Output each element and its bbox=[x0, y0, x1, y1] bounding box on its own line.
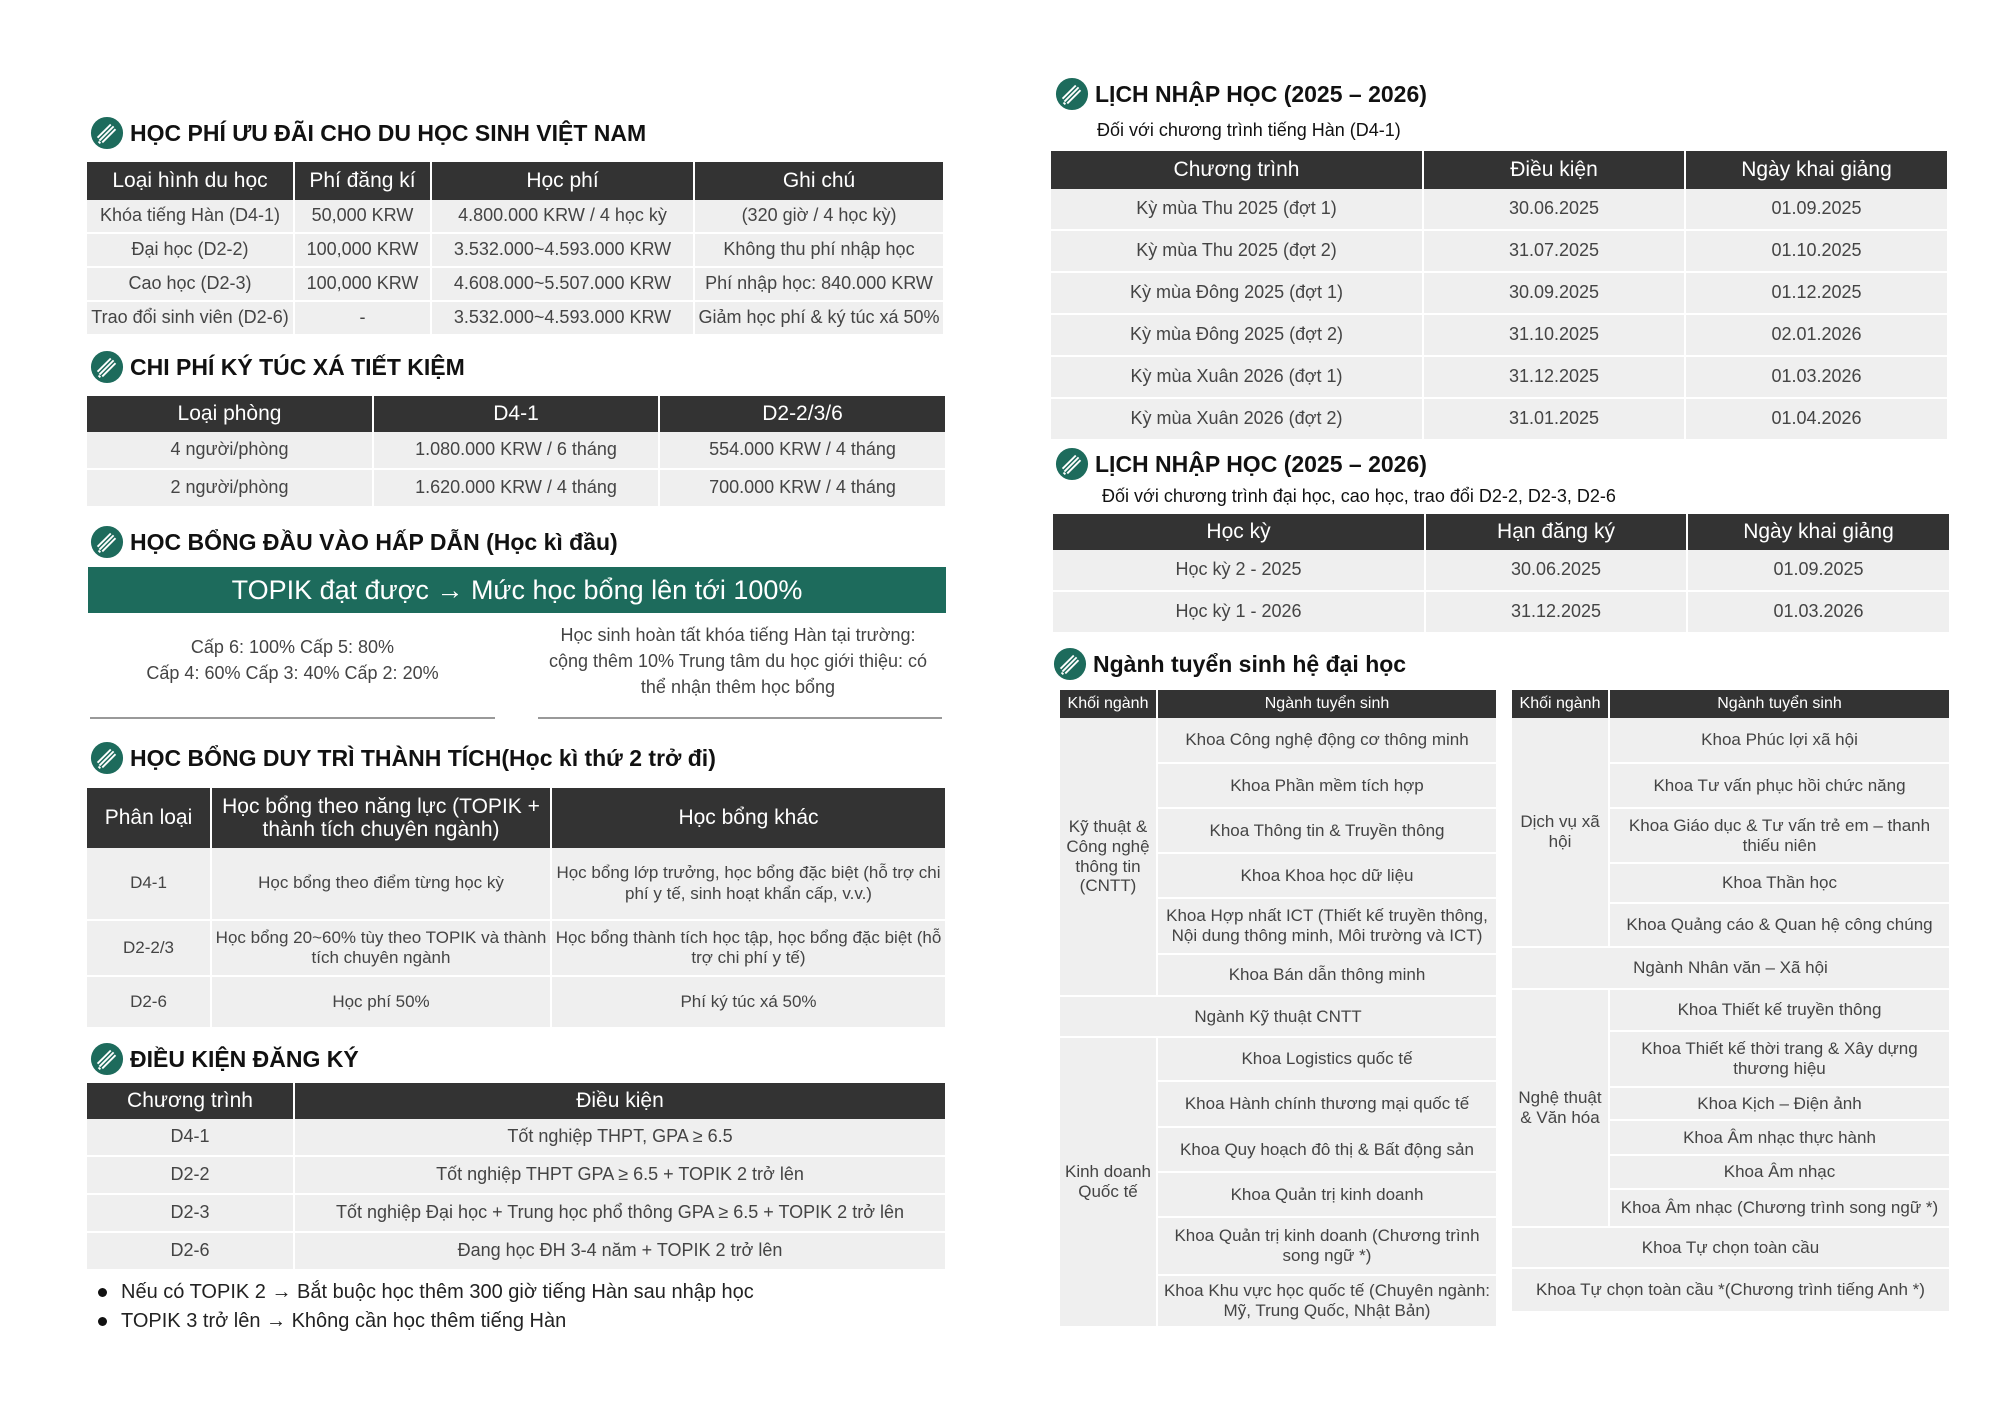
conditions-title: ĐIỀU KIỆN ĐĂNG KÝ bbox=[130, 1045, 359, 1072]
entry-scholarship-title: HỌC BỔNG ĐẦU VÀO HẤP DẪN (Học kì đầu) bbox=[130, 528, 618, 555]
divider bbox=[538, 717, 942, 719]
table-cell: Khoa Khu vực học quốc tế (Chuyên ngành: Mỹ, Trung Quốc, Nhật Bản) bbox=[1157, 1275, 1496, 1327]
dorm-section-title bbox=[90, 350, 465, 384]
table-cell: Phí ký túc xá 50% bbox=[551, 976, 945, 1028]
table-cell: Đại học (D2-2) bbox=[87, 233, 294, 267]
table-cell: Khoa Thần học bbox=[1609, 863, 1949, 903]
table-cell: 554.000 KRW / 4 tháng bbox=[659, 432, 945, 469]
table-row bbox=[87, 432, 945, 469]
table-cell: 30.06.2025 bbox=[1425, 550, 1687, 591]
table-cell: 31.07.2025 bbox=[1423, 230, 1685, 272]
table-row bbox=[87, 200, 943, 233]
extra-scholarship-line: cộng thêm 10% Trung tâm du học giới thiệu: có bbox=[548, 651, 928, 672]
note-item bbox=[98, 1281, 754, 1304]
table-row bbox=[1060, 1037, 1496, 1081]
table-row bbox=[1051, 230, 1947, 272]
group-cell: Kỹ thuật & Công nghệ thông tin (CNTT) bbox=[1060, 718, 1157, 996]
table-cell: Khoa Công nghệ động cơ thông minh bbox=[1157, 718, 1496, 763]
table-cell: 01.09.2025 bbox=[1687, 550, 1949, 591]
dorm-title: CHI PHÍ KÝ TÚC XÁ TIẾT KIỆM bbox=[130, 353, 465, 380]
column-header: Hạn đăng ký bbox=[1425, 514, 1687, 550]
table-cell: - bbox=[294, 301, 431, 335]
table-cell: Khoa Quảng cáo & Quan hệ công chúng bbox=[1609, 903, 1949, 947]
table-cell: D2-2/3 bbox=[87, 920, 211, 976]
majors-section-title bbox=[1053, 647, 1406, 681]
topik-banner: TOPIK đạt được → Mức học bổng lên tới 100% bbox=[88, 567, 946, 613]
bullet-icon bbox=[98, 1317, 107, 1326]
table-cell: Tốt nghiệp THPT, GPA ≥ 6.5 bbox=[294, 1119, 945, 1156]
table-header-row bbox=[87, 788, 945, 848]
table-row bbox=[87, 1194, 945, 1232]
column-header: Điều kiện bbox=[294, 1083, 945, 1119]
table-header-row bbox=[87, 162, 943, 200]
column-header: Học phí bbox=[431, 162, 694, 200]
table-cell: 31.10.2025 bbox=[1423, 314, 1685, 356]
table-cell: Khoa Giáo dục & Tư vấn trẻ em – thanh thiếu niên bbox=[1609, 808, 1949, 863]
table-cell: Phí nhập học: 840.000 KRW bbox=[694, 267, 943, 301]
table-header-row bbox=[1512, 690, 1949, 718]
table-cell: Tốt nghiệp THPT GPA ≥ 6.5 + TOPIK 2 trở lên bbox=[294, 1156, 945, 1194]
column-header: Học bổng khác bbox=[551, 788, 945, 848]
table-row bbox=[87, 233, 943, 267]
column-header: Chương trình bbox=[87, 1083, 294, 1119]
table-cell: 50,000 KRW bbox=[294, 200, 431, 233]
table-row bbox=[87, 301, 943, 335]
table-cell: Trao đổi sinh viên (D2-6) bbox=[87, 301, 294, 335]
topik-levels-line: Cấp 6: 100% Cấp 5: 80% bbox=[190, 637, 395, 657]
table-row bbox=[87, 267, 943, 301]
column-header: Khối ngành bbox=[1512, 690, 1609, 718]
table-header-row bbox=[87, 396, 945, 432]
column-header: Ngành tuyển sinh bbox=[1609, 690, 1949, 718]
table-cell: 700.000 KRW / 4 tháng bbox=[659, 469, 945, 507]
pencil-circle-icon bbox=[90, 1042, 124, 1076]
table-cell: Khoa Bán dẫn thông minh bbox=[1157, 954, 1496, 996]
table-cell: Khoa Hợp nhất ICT (Thiết kế truyền thông, Nội dung thông minh, Môi trường và ICT) bbox=[1157, 898, 1496, 954]
conditions-section-title bbox=[90, 1042, 359, 1076]
table-row bbox=[1512, 989, 1949, 1031]
table-cell: Học bổng theo điểm từng học kỳ bbox=[211, 848, 551, 920]
table-cell: Kỳ mùa Đông 2025 (đợt 1) bbox=[1051, 272, 1423, 314]
table-row bbox=[87, 920, 945, 976]
extra-scholarship-line: Học sinh hoàn tất khóa tiếng Hàn tại trường: bbox=[560, 625, 916, 645]
table-cell: Kỳ mùa Xuân 2026 (đợt 1) bbox=[1051, 356, 1423, 398]
table-cell: 31.01.2025 bbox=[1423, 398, 1685, 440]
extra-scholarship-info bbox=[532, 622, 944, 700]
table-row bbox=[1053, 591, 1949, 633]
intake-korean-section-title bbox=[1055, 77, 1427, 111]
table-cell: Khoa Thông tin & Truyền thông bbox=[1157, 808, 1496, 853]
table-cell: Học bổng lớp trưởng, học bổng đặc biệt (hỗ trợ chi phí y tế, sinh hoạt khẩn cấp, v.v.) bbox=[551, 848, 945, 920]
table-cell: Kỳ mùa Thu 2025 (đợt 2) bbox=[1051, 230, 1423, 272]
merit-section-title bbox=[90, 741, 716, 775]
note-item bbox=[98, 1310, 566, 1333]
table-cell: 01.12.2025 bbox=[1685, 272, 1947, 314]
pencil-circle-icon bbox=[90, 525, 124, 559]
table-row bbox=[1051, 189, 1947, 230]
table-header-row bbox=[1051, 151, 1947, 189]
table-cell: Khoa Âm nhạc bbox=[1609, 1155, 1949, 1189]
table-cell: Khoa Phần mềm tích hợp bbox=[1157, 763, 1496, 808]
table-cell: Đang học ĐH 3-4 năm + TOPIK 2 trở lên bbox=[294, 1232, 945, 1270]
column-header: Ngành tuyển sinh bbox=[1157, 690, 1496, 718]
pencil-circle-icon bbox=[90, 116, 124, 150]
bullet-icon bbox=[98, 1288, 107, 1297]
table-cell: (320 giờ / 4 học kỳ) bbox=[694, 200, 943, 233]
table-cell: Học kỳ 1 - 2026 bbox=[1053, 591, 1425, 633]
table-cell: 3.532.000~4.593.000 KRW bbox=[431, 233, 694, 267]
table-cell: 31.12.2025 bbox=[1425, 591, 1687, 633]
table-cell: Khoa Thiết kế thời trang & Xây dựng thương hiệu bbox=[1609, 1031, 1949, 1087]
table-cell: Ngành Kỹ thuật CNTT bbox=[1060, 996, 1496, 1037]
pencil-circle-icon bbox=[1055, 447, 1089, 481]
table-cell: 01.09.2025 bbox=[1685, 189, 1947, 230]
table-row bbox=[87, 976, 945, 1028]
table-cell: Kỳ mùa Xuân 2026 (đợt 2) bbox=[1051, 398, 1423, 440]
table-header-row bbox=[87, 1083, 945, 1119]
table-cell: Ngành Nhân văn – Xã hội bbox=[1512, 947, 1949, 989]
table-cell: 01.04.2026 bbox=[1685, 398, 1947, 440]
table-cell: Khoa Logistics quốc tế bbox=[1157, 1037, 1496, 1081]
table-cell: 31.12.2025 bbox=[1423, 356, 1685, 398]
table-cell: D2-6 bbox=[87, 976, 211, 1028]
table-row bbox=[1512, 1268, 1949, 1312]
table-cell: 4 người/phòng bbox=[87, 432, 373, 469]
table-cell: Khoa Âm nhạc (Chương trình song ngữ *) bbox=[1609, 1189, 1949, 1227]
table-cell: 01.10.2025 bbox=[1685, 230, 1947, 272]
column-header: Điều kiện bbox=[1423, 151, 1685, 189]
table-cell: Tốt nghiệp Đại học + Trung học phổ thông GPA ≥ 6.5 + TOPIK 2 trở lên bbox=[294, 1194, 945, 1232]
conditions-table bbox=[87, 1083, 945, 1271]
table-cell: Giảm học phí & ký túc xá 50% bbox=[694, 301, 943, 335]
column-header: Học bổng theo năng lực (TOPIK + thành tích chuyên ngành) bbox=[211, 788, 551, 848]
column-header: Học kỳ bbox=[1053, 514, 1425, 550]
table-row bbox=[87, 1119, 945, 1156]
group-cell: Kinh doanh Quốc tế bbox=[1060, 1037, 1157, 1327]
column-header: D4-1 bbox=[373, 396, 659, 432]
pencil-circle-icon bbox=[1055, 77, 1089, 111]
table-cell: 4.800.000 KRW / 4 học kỳ bbox=[431, 200, 694, 233]
intake-degree-table bbox=[1053, 514, 1949, 634]
table-row bbox=[1512, 1227, 1949, 1268]
pencil-circle-icon bbox=[90, 741, 124, 775]
merit-title: HỌC BỔNG DUY TRÌ THÀNH TÍCH(Học kì thứ 2 trở đi) bbox=[130, 744, 716, 771]
table-cell: Khóa tiếng Hàn (D4-1) bbox=[87, 200, 294, 233]
table-cell: 2 người/phòng bbox=[87, 469, 373, 507]
entry-scholarship-section-title bbox=[90, 525, 618, 559]
intake-degree-section-title bbox=[1055, 447, 1427, 481]
table-cell: D2-6 bbox=[87, 1232, 294, 1270]
table-cell: D4-1 bbox=[87, 848, 211, 920]
table-cell: Học kỳ 2 - 2025 bbox=[1053, 550, 1425, 591]
table-cell: Học bổng thành tích học tập, học bổng đặc biệt (hỗ trợ chi phí y tế) bbox=[551, 920, 945, 976]
table-cell: Khoa Quản trị kinh doanh (Chương trình song ngữ *) bbox=[1157, 1217, 1496, 1275]
table-row bbox=[1051, 356, 1947, 398]
column-header: Loại phòng bbox=[87, 396, 373, 432]
table-header-row bbox=[1053, 514, 1949, 550]
table-cell: Kỳ mùa Đông 2025 (đợt 2) bbox=[1051, 314, 1423, 356]
table-row bbox=[1053, 550, 1949, 591]
table-row bbox=[1051, 314, 1947, 356]
table-cell: Khoa Kịch – Điện ảnh bbox=[1609, 1087, 1949, 1120]
column-header: Loại hình du học bbox=[87, 162, 294, 200]
table-cell: 100,000 KRW bbox=[294, 233, 431, 267]
pencil-circle-icon bbox=[1053, 647, 1087, 681]
table-cell: 02.01.2026 bbox=[1685, 314, 1947, 356]
table-cell: Cao học (D2-3) bbox=[87, 267, 294, 301]
table-cell: 4.608.000~5.507.000 KRW bbox=[431, 267, 694, 301]
tuition-title: HỌC PHÍ ƯU ĐÃI CHO DU HỌC SINH VIỆT NAM bbox=[130, 119, 647, 146]
table-row bbox=[1060, 718, 1496, 763]
table-cell: Không thu phí nhập học bbox=[694, 233, 943, 267]
column-header: Phân loại bbox=[87, 788, 211, 848]
table-cell: Khoa Phúc lợi xã hội bbox=[1609, 718, 1949, 763]
table-cell: Khoa Tự chọn toàn cầu *(Chương trình tiếng Anh *) bbox=[1512, 1268, 1949, 1312]
table-cell: 1.080.000 KRW / 6 tháng bbox=[373, 432, 659, 469]
group-cell: Nghệ thuật & Văn hóa bbox=[1512, 989, 1609, 1227]
dorm-table bbox=[87, 396, 945, 508]
table-row bbox=[1051, 272, 1947, 314]
table-row bbox=[1512, 947, 1949, 989]
table-cell: D4-1 bbox=[87, 1119, 294, 1156]
divider bbox=[90, 717, 495, 719]
table-cell: Khoa Thiết kế truyền thông bbox=[1609, 989, 1949, 1031]
tuition-section-title bbox=[90, 116, 646, 150]
intake-degree-subtitle: Đối với chương trình đại học, cao học, trao đổi D2-2, D2-3, D2-6 bbox=[1102, 486, 1616, 506]
table-cell: 30.06.2025 bbox=[1423, 189, 1685, 230]
table-row bbox=[87, 1232, 945, 1270]
table-cell: 3.532.000~4.593.000 KRW bbox=[431, 301, 694, 335]
table-row bbox=[1051, 398, 1947, 440]
table-cell: Khoa Quản trị kinh doanh bbox=[1157, 1172, 1496, 1217]
tuition-table bbox=[87, 162, 943, 336]
majors-title: Ngành tuyển sinh hệ đại học bbox=[1093, 650, 1407, 677]
column-header: D2-2/3/6 bbox=[659, 396, 945, 432]
topik-levels-line: Cấp 4: 60% Cấp 3: 40% Cấp 2: 20% bbox=[146, 663, 439, 684]
column-header: Ghi chú bbox=[694, 162, 943, 200]
column-header: Ngày khai giảng bbox=[1687, 514, 1949, 550]
column-header: Khối ngành bbox=[1060, 690, 1157, 718]
table-cell: Khoa Âm nhạc thực hành bbox=[1609, 1120, 1949, 1155]
merit-table bbox=[87, 788, 945, 1029]
intake-degree-title: LỊCH NHẬP HỌC (2025 – 2026) bbox=[1095, 450, 1427, 477]
table-row bbox=[1060, 996, 1496, 1037]
table-cell: D2-2 bbox=[87, 1156, 294, 1194]
topik-levels bbox=[90, 634, 495, 686]
note-text: TOPIK 3 trở lên → Không cần học thêm tiếng Hàn bbox=[121, 1310, 567, 1332]
table-row bbox=[87, 1156, 945, 1194]
table-cell: Khoa Khoa học dữ liệu bbox=[1157, 853, 1496, 898]
majors-right-table bbox=[1512, 690, 1949, 1313]
group-cell: Dịch vụ xã hội bbox=[1512, 718, 1609, 947]
intake-korean-title: LỊCH NHẬP HỌC (2025 – 2026) bbox=[1095, 80, 1427, 107]
table-cell: Khoa Tự chọn toàn cầu bbox=[1512, 1227, 1949, 1268]
table-cell: D2-3 bbox=[87, 1194, 294, 1232]
table-cell: Khoa Quy hoạch đô thị & Bất động sản bbox=[1157, 1127, 1496, 1172]
majors-left-table bbox=[1060, 690, 1496, 1328]
table-cell: 30.09.2025 bbox=[1423, 272, 1685, 314]
column-header: Phí đăng kí bbox=[294, 162, 431, 200]
note-text: Nếu có TOPIK 2 → Bắt buộc học thêm 300 giờ tiếng Hàn sau nhập học bbox=[121, 1281, 754, 1303]
table-row bbox=[87, 469, 945, 507]
table-header-row bbox=[1060, 690, 1496, 718]
column-header: Ngày khai giảng bbox=[1685, 151, 1947, 189]
intake-korean-table bbox=[1051, 151, 1947, 441]
column-header: Chương trình bbox=[1051, 151, 1423, 189]
pencil-circle-icon bbox=[90, 350, 124, 384]
table-row bbox=[1512, 718, 1949, 763]
table-cell: 100,000 KRW bbox=[294, 267, 431, 301]
table-cell: 1.620.000 KRW / 4 tháng bbox=[373, 469, 659, 507]
table-cell: Khoa Hành chính thương mại quốc tế bbox=[1157, 1081, 1496, 1127]
table-cell: 01.03.2026 bbox=[1685, 356, 1947, 398]
table-cell: Kỳ mùa Thu 2025 (đợt 1) bbox=[1051, 189, 1423, 230]
intake-korean-subtitle: Đối với chương trình tiếng Hàn (D4-1) bbox=[1097, 120, 1401, 140]
table-cell: Học phí 50% bbox=[211, 976, 551, 1028]
table-cell: Khoa Tư vấn phục hồi chức năng bbox=[1609, 763, 1949, 808]
extra-scholarship-line: thể nhận thêm học bổng bbox=[640, 677, 836, 698]
table-row bbox=[87, 848, 945, 920]
table-cell: Học bổng 20~60% tùy theo TOPIK và thành tích chuyên ngành bbox=[211, 920, 551, 976]
table-cell: 01.03.2026 bbox=[1687, 591, 1949, 633]
